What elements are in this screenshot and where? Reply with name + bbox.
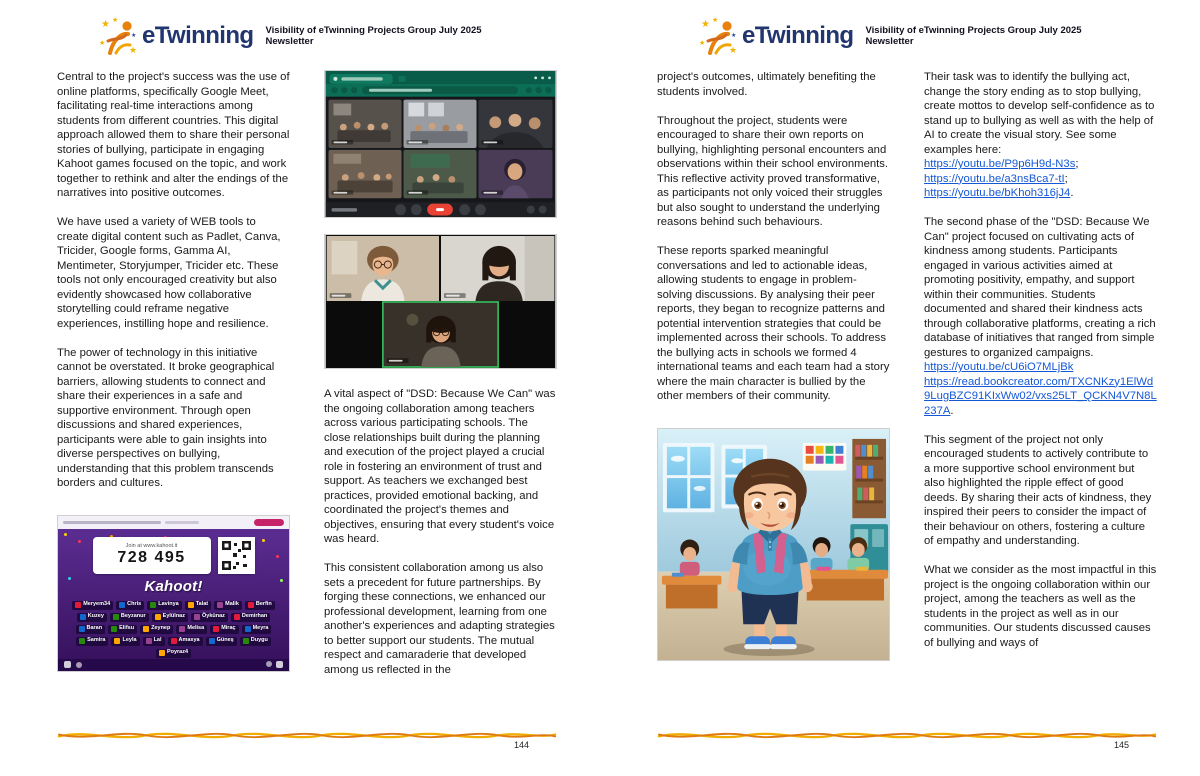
player-name: Chris (127, 601, 142, 608)
column-left (657, 70, 890, 722)
desk-right (803, 566, 888, 600)
kahoot-player-chip (176, 625, 207, 634)
desk-left (662, 572, 721, 608)
player-name: Miraç (221, 625, 236, 632)
svg-text:★: ★ (701, 19, 710, 30)
newsletter-title: Visibility of eTwinning Projects Group July 2025 Newsletter (865, 24, 1082, 47)
player-avatar-icon (111, 626, 117, 632)
player-avatar-icon (217, 602, 223, 608)
videocall-tile-1 (327, 236, 439, 301)
paragraph: Throughout the project, students were encouraged to share their own reports on bullying, highlighting personal encounters and observations within their school environments. This reflective activity proved transformative, as participants not only voiced their struggles but also sought to understand the underlying reasons behind such behaviours. (657, 114, 889, 228)
videocall-tile-2 (441, 236, 554, 301)
browser-notification-bar (58, 516, 289, 529)
youtube-link-3[interactable]: https://youtu.be/bKhoh316jJ4 (924, 187, 1071, 199)
player-avatar-icon (119, 602, 125, 608)
bookcreator-link[interactable]: https://read.bookcreator.com/TXCNKzy1ElWd9LugBZC91KIxWw02/vxs25LT_QCKN4V7N8L237A (924, 375, 1157, 417)
player-avatar-icon (245, 626, 251, 632)
player-avatar-icon (113, 614, 119, 620)
paragraph: The power of technology in this initiative cannot be overstated. It broke geographical barriers, allowing students to connect and share their experiences in a safe and supportive environment. Through open discussions and shared experiences, participants were able to gain insights into diverse perspectives on bullying, understanding that this problem transcends borders and cultures. (57, 346, 275, 489)
player-name: Amasya (178, 637, 200, 644)
player-avatar-icon (188, 602, 194, 608)
youtube-link-4[interactable]: https://youtu.be/cU6iO7MLjBk (924, 361, 1074, 373)
kahoot-lobby (58, 529, 289, 659)
player-name: Demirhan (241, 613, 268, 620)
kahoot-player-chip (152, 613, 188, 622)
qr-pattern (218, 537, 255, 574)
kahoot-pin-panel (93, 537, 211, 574)
svg-text:★: ★ (131, 33, 137, 39)
paragraph: This consistent collaboration among us also sets a precedent for future partnerships. By forging these connections, we enhanced our professional development, learning from one another's experiences and adapting strategies to better support our students. The mutual respect and camaraderie that developed among us reflected in the (324, 562, 555, 676)
player-count-icon (76, 662, 82, 668)
footer-wave-decoration (657, 727, 1157, 744)
player-name: Poyraz4 (166, 649, 189, 656)
paragraph: A vital aspect of "DSD: Because We Can" was the ongoing collaboration among teachers across various participating schools. The close relationships built during the planning and execution of the project played a crucial role in fostering an environment of trust and support. As teachers we exchanged best practices, provided emotional backing, and coordinated the project's themes and objectives, ensuring that every student's voice was heard. (324, 388, 556, 545)
player-name: Elifsu (119, 625, 135, 632)
svg-text:★: ★ (729, 45, 738, 55)
video-tile-classroom-3 (329, 150, 402, 198)
video-tile-classroom-1 (329, 100, 402, 148)
player-name: Kuzey (87, 613, 104, 620)
video-tile-classroom-2 (404, 100, 477, 148)
player-avatar-icon (79, 626, 85, 632)
kahoot-player-chip (140, 625, 173, 634)
player-avatar-icon (248, 602, 254, 608)
paragraph (924, 215, 1157, 418)
player-name: Lavinya (158, 601, 179, 608)
player-name: Zeynep (151, 625, 171, 632)
player-name: Duygu (250, 637, 268, 644)
kahoot-player-chip (191, 613, 228, 622)
alphabet-chart (803, 442, 847, 470)
svg-text:★: ★ (699, 40, 706, 47)
notification-text-placeholder (63, 521, 161, 524)
column-right (324, 70, 557, 722)
player-avatar-icon (143, 626, 149, 632)
punctuation: ; (1064, 172, 1068, 185)
kahoot-player-chip (111, 637, 139, 646)
kahoot-player-chip (76, 625, 106, 634)
etwinning-logo (98, 13, 253, 59)
svg-text:★: ★ (129, 45, 138, 55)
etwinning-figure-icon (698, 13, 740, 59)
bookshelf (852, 438, 886, 517)
teachers-videocall-screenshot (324, 234, 557, 369)
etwinning-logo (698, 13, 853, 59)
kahoot-player-chip (245, 601, 275, 610)
etwinning-wordmark: eTwinning (742, 22, 854, 49)
paragraph: This segment of the project not only encouraged students to actively contribute to a more supportive school environment but also highlighted the ripple effect of good deeds. By sharing their acts of kindness, they inspired their peers to consider the impact of their behaviour on others, fostering a culture of empathy and understanding. (924, 433, 1152, 547)
player-name: Talat (195, 601, 209, 608)
svg-text:★: ★ (101, 19, 110, 30)
player-name: Melisa (187, 625, 205, 632)
google-meet-screenshot (324, 70, 557, 218)
window (663, 442, 715, 511)
player-avatar-icon (243, 638, 249, 644)
page-columns (57, 70, 557, 722)
paragraph: Central to the project's success was the use of online platforms, specifically Google Meet, facilitating real-time interactions among students from different countries. This digital approach allowed them to share their personal stories of bullying, participate in engaging Kahoot games focused on the topic, and work together to rethink and alter the endings of the narratives into positive outcomes. (57, 71, 290, 199)
kahoot-player-chip (77, 613, 107, 622)
youtube-link-2[interactable]: https://youtu.be/a3nsBca7-tI (924, 172, 1065, 185)
video-tile-single-person (478, 150, 552, 198)
kahoot-lobby-screenshot (57, 515, 290, 672)
punctuation: ; (1075, 158, 1079, 170)
kahoot-player-chip (108, 625, 137, 634)
kahoot-player-chip (147, 601, 181, 610)
fullscreen-icon (276, 661, 283, 668)
kahoot-player-chip (116, 601, 144, 610)
page-columns (657, 70, 1157, 722)
paragraph-text: Their task was to identify the bullying act, change the story ending as to stop bullying, create mottos to develop self-confidence as to stand up to bullying as well as with the help of AI to create the visual story. See some examples here: (924, 71, 1155, 156)
player-avatar-icon (179, 626, 185, 632)
kahoot-player-chip (214, 601, 242, 610)
paragraph: project's outcomes, ultimately benefiting the students involved. (657, 71, 876, 98)
paragraph-text: The second phase of the "DSD: Because We Can" project focused on cultivating acts of kindness among students. Participants engaged in various activities aimed at promoting positivity, empathy, and support within their communities. Students documented and shared their kindness acts through collaborative platforms, creating a rich database of initiatives that ranged from simple gestures to organized campaigns. (924, 216, 1156, 359)
player-name: Güneş (216, 637, 234, 644)
cartoon-classroom-image (658, 429, 889, 660)
paragraph: We have used a variety of WEB tools to create digital content such as Padlet, Canva, Tricider, Google forms, Gamma AI, Mentimeter, Storyjumper, Tricider etc. These tools not only encouraged creativity but also evidently showcased how collaborative storytelling could reframe negative experiences, instilling hope and resilience. (57, 216, 281, 330)
player-avatar-icon (209, 638, 215, 644)
column-right (924, 70, 1157, 722)
kahoot-player-chip (156, 649, 191, 658)
lock-icon (64, 661, 71, 668)
punctuation: . (1070, 187, 1074, 199)
svg-text:★: ★ (112, 17, 119, 24)
player-avatar-icon (80, 614, 86, 620)
svg-text:★: ★ (712, 17, 719, 24)
video-tile-group-selfie (478, 100, 552, 148)
page-145 (600, 0, 1200, 776)
paragraph (924, 70, 1157, 201)
video-tile-classroom-4 (404, 150, 477, 198)
music-icon (266, 661, 272, 667)
kahoot-game-pin: 728 495 (117, 549, 186, 567)
kahoot-player-chip (72, 601, 113, 610)
player-name: Berfin (255, 601, 272, 608)
paragraph: What we consider as the most impactful in this project is the ongoing collaboration within our project, among the teachers as well as the students in the project as well as in our communities. Our students discussed causes of bullying and ways of (924, 564, 1157, 649)
paragraph: These reports sparked meaningful conversations and led to actionable ideas, allowing students to engage in problem-solving discussions. By analysing their peer reports, they began to recognize patterns and potential intervention strategies that could be implemented across their schools. To address the bullying acts in schools we formed 4 international teams and each team had a story where the main character is bullied by the other members of their community. (657, 245, 890, 402)
page-number: 144 (514, 740, 530, 750)
player-name: Meyra (252, 625, 269, 632)
player-name: Malik (225, 601, 239, 608)
kahoot-player-chip (143, 637, 165, 646)
qr-code (218, 537, 255, 574)
svg-text:★: ★ (99, 40, 106, 47)
etwinning-wordmark: eTwinning (142, 22, 254, 49)
notification-button (254, 519, 284, 526)
svg-text:★: ★ (731, 33, 737, 39)
videocall-image (325, 235, 556, 368)
player-avatar-icon (171, 638, 177, 644)
kahoot-player-chip (76, 637, 108, 646)
player-avatar-icon (114, 638, 120, 644)
etwinning-figure-icon (98, 13, 140, 59)
footer-wave-decoration (57, 727, 557, 744)
videocall-tile-active-speaker (383, 302, 498, 367)
kahoot-logo: Kahoot! (144, 577, 203, 595)
player-avatar-icon (194, 614, 200, 620)
player-avatar-icon (79, 638, 85, 644)
kahoot-join-text: Join at www.kahoot.it (125, 542, 178, 549)
kahoot-player-chip (242, 625, 272, 634)
player-avatar-icon (234, 614, 240, 620)
youtube-link-1[interactable]: https://youtu.be/P9p6H9d-N3s (924, 158, 1076, 170)
kahoot-player-chip (206, 637, 237, 646)
kahoot-player-chip (231, 613, 270, 622)
ai-story-illustration (657, 428, 890, 661)
player-name: Öykünaz (201, 613, 225, 620)
player-name: Leyla (122, 637, 137, 644)
kahoot-player-chip (168, 637, 203, 646)
player-avatar-icon (155, 614, 161, 620)
page-number: 145 (1114, 740, 1130, 750)
column-left (57, 70, 290, 722)
kahoot-player-list (58, 595, 289, 658)
player-avatar-icon (159, 650, 165, 656)
player-avatar-icon (75, 602, 81, 608)
player-avatar-icon (213, 626, 219, 632)
kahoot-player-chip (210, 625, 238, 634)
player-name: Beyzanur (120, 613, 146, 620)
kahoot-player-chip (240, 637, 271, 646)
player-avatar-icon (150, 602, 156, 608)
player-name: Meryem34 (83, 601, 111, 608)
player-avatar-icon (146, 638, 152, 644)
notification-text-placeholder (165, 521, 199, 524)
kahoot-player-chip (185, 601, 211, 610)
player-name: Lal (153, 637, 162, 644)
player-name: Eylülnaz (162, 613, 185, 620)
google-meet-call-image (325, 71, 556, 217)
kahoot-bottom-bar (58, 659, 289, 671)
punctuation: . (950, 404, 954, 417)
player-name: Baran (86, 625, 103, 632)
kahoot-player-chip (110, 613, 149, 622)
page-header (698, 10, 1127, 62)
player-name: Samira (87, 637, 106, 644)
newsletter-title: Visibility of eTwinning Projects Group July 2025 Newsletter (265, 24, 482, 47)
page-header (98, 10, 527, 62)
